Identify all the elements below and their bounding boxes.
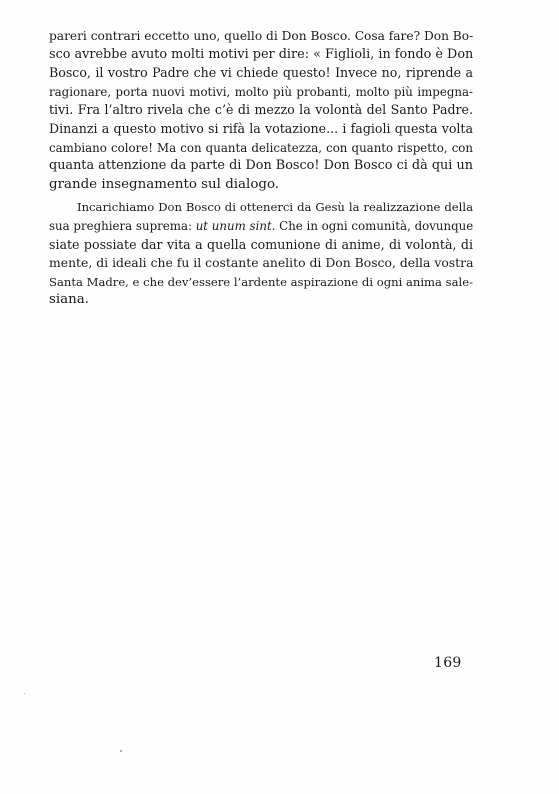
text-line: Incarichiamo Don Bosco di ottenerci da Gesù la realizzazione della: [77, 200, 473, 215]
text-segment: sua preghiera suprema:: [49, 218, 196, 233]
text-line: Dinanzi a questo motivo si rifà la votazione... i fagioli questa volta: [49, 120, 473, 136]
text-line: quanta attenzione da parte di Don Bosco! Don Bosco ci dà qui un: [49, 158, 473, 174]
text-line: grande insegnamento sul dialogo.: [49, 176, 280, 192]
text-line: sco avrebbe avuto molti motivi per dire: « Figlioli, in fondo è Don: [49, 46, 474, 62]
text-line: mente, di ideali che fu il costante anelito di Don Bosco, della vostra: [49, 255, 474, 271]
text-segment: . Che in ogni comunità, dovunque: [271, 218, 474, 233]
paragraph-1: [49, 27, 473, 194]
paper-speck: [120, 750, 122, 752]
text-line: tivi. Fra l’altro rivela che c’è di mezzo la volontà del Santo Padre.: [49, 102, 473, 118]
body-text: [49, 27, 473, 310]
text-line: Santa Madre, e che dev’essere l’ardente aspirazione di ogni anima sale-: [49, 274, 473, 289]
latin-motto: ut unum sint: [195, 218, 272, 233]
text-line: siate possiate dar vita a quella comunione di anime, di volontà, di: [49, 236, 473, 252]
text-line-with-italic: [49, 217, 473, 236]
page-number: 169: [434, 655, 462, 671]
paper-speck: [24, 693, 25, 694]
text-line: pareri contrari eccetto uno, quello di Don Bosco. Cosa fare? Don Bo-: [49, 29, 474, 43]
paragraph-2: [49, 198, 473, 310]
text-line: ragionare, porta nuovi motivi, molto più probanti, molto più impegna-: [49, 84, 473, 99]
text-line: siana.: [49, 292, 90, 308]
text-line: Bosco, il vostro Padre che vi chiede questo! Invece no, riprende a: [49, 65, 473, 81]
text-line: cambiano colore! Ma con quanta delicatezza, con quanto rispetto, con: [49, 140, 473, 155]
